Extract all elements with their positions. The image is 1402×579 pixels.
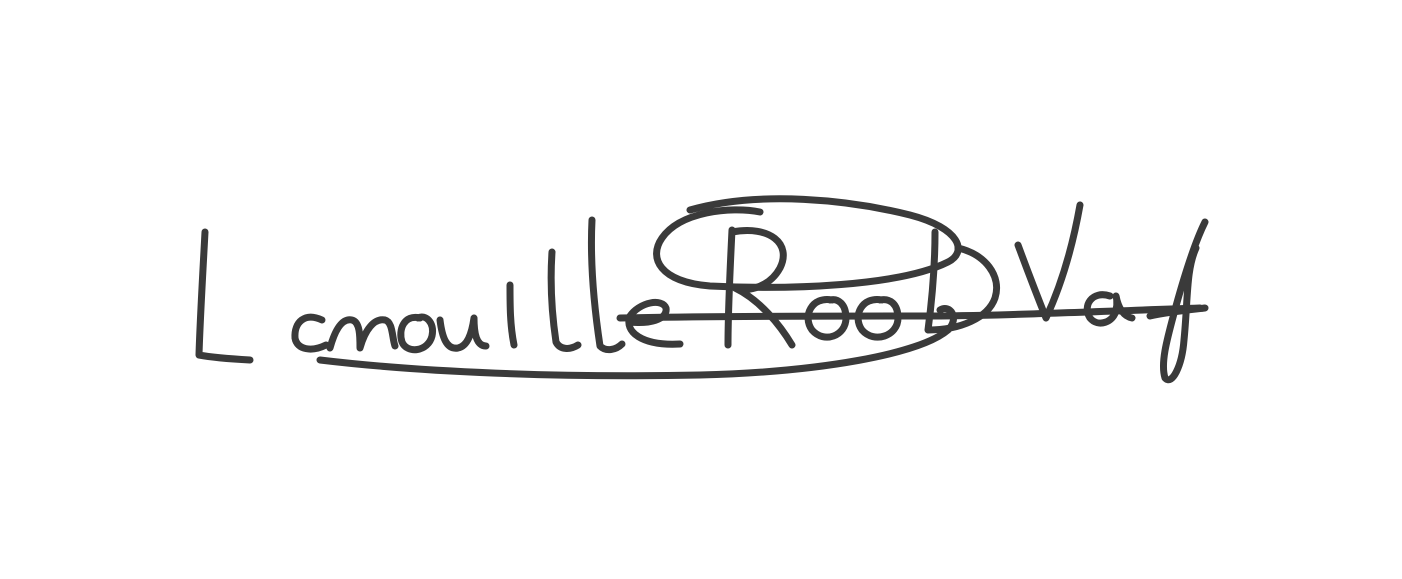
stroke-letter-i <box>510 285 514 345</box>
stroke-letter-l <box>199 232 250 360</box>
stroke-letter-l2 <box>551 252 578 348</box>
stroke-letter-l3 <box>591 220 622 350</box>
stroke-letter-u <box>440 318 486 348</box>
signature-ink <box>199 199 1205 380</box>
stroke-letter-e <box>629 302 680 344</box>
stroke-letter-c <box>295 317 326 349</box>
stroke-letter-f <box>1163 222 1205 380</box>
stroke-letter-n <box>330 320 395 348</box>
stroke-letter-v <box>1018 205 1080 318</box>
stroke-letter-o <box>401 317 433 350</box>
stroke-loop-top <box>657 199 959 288</box>
